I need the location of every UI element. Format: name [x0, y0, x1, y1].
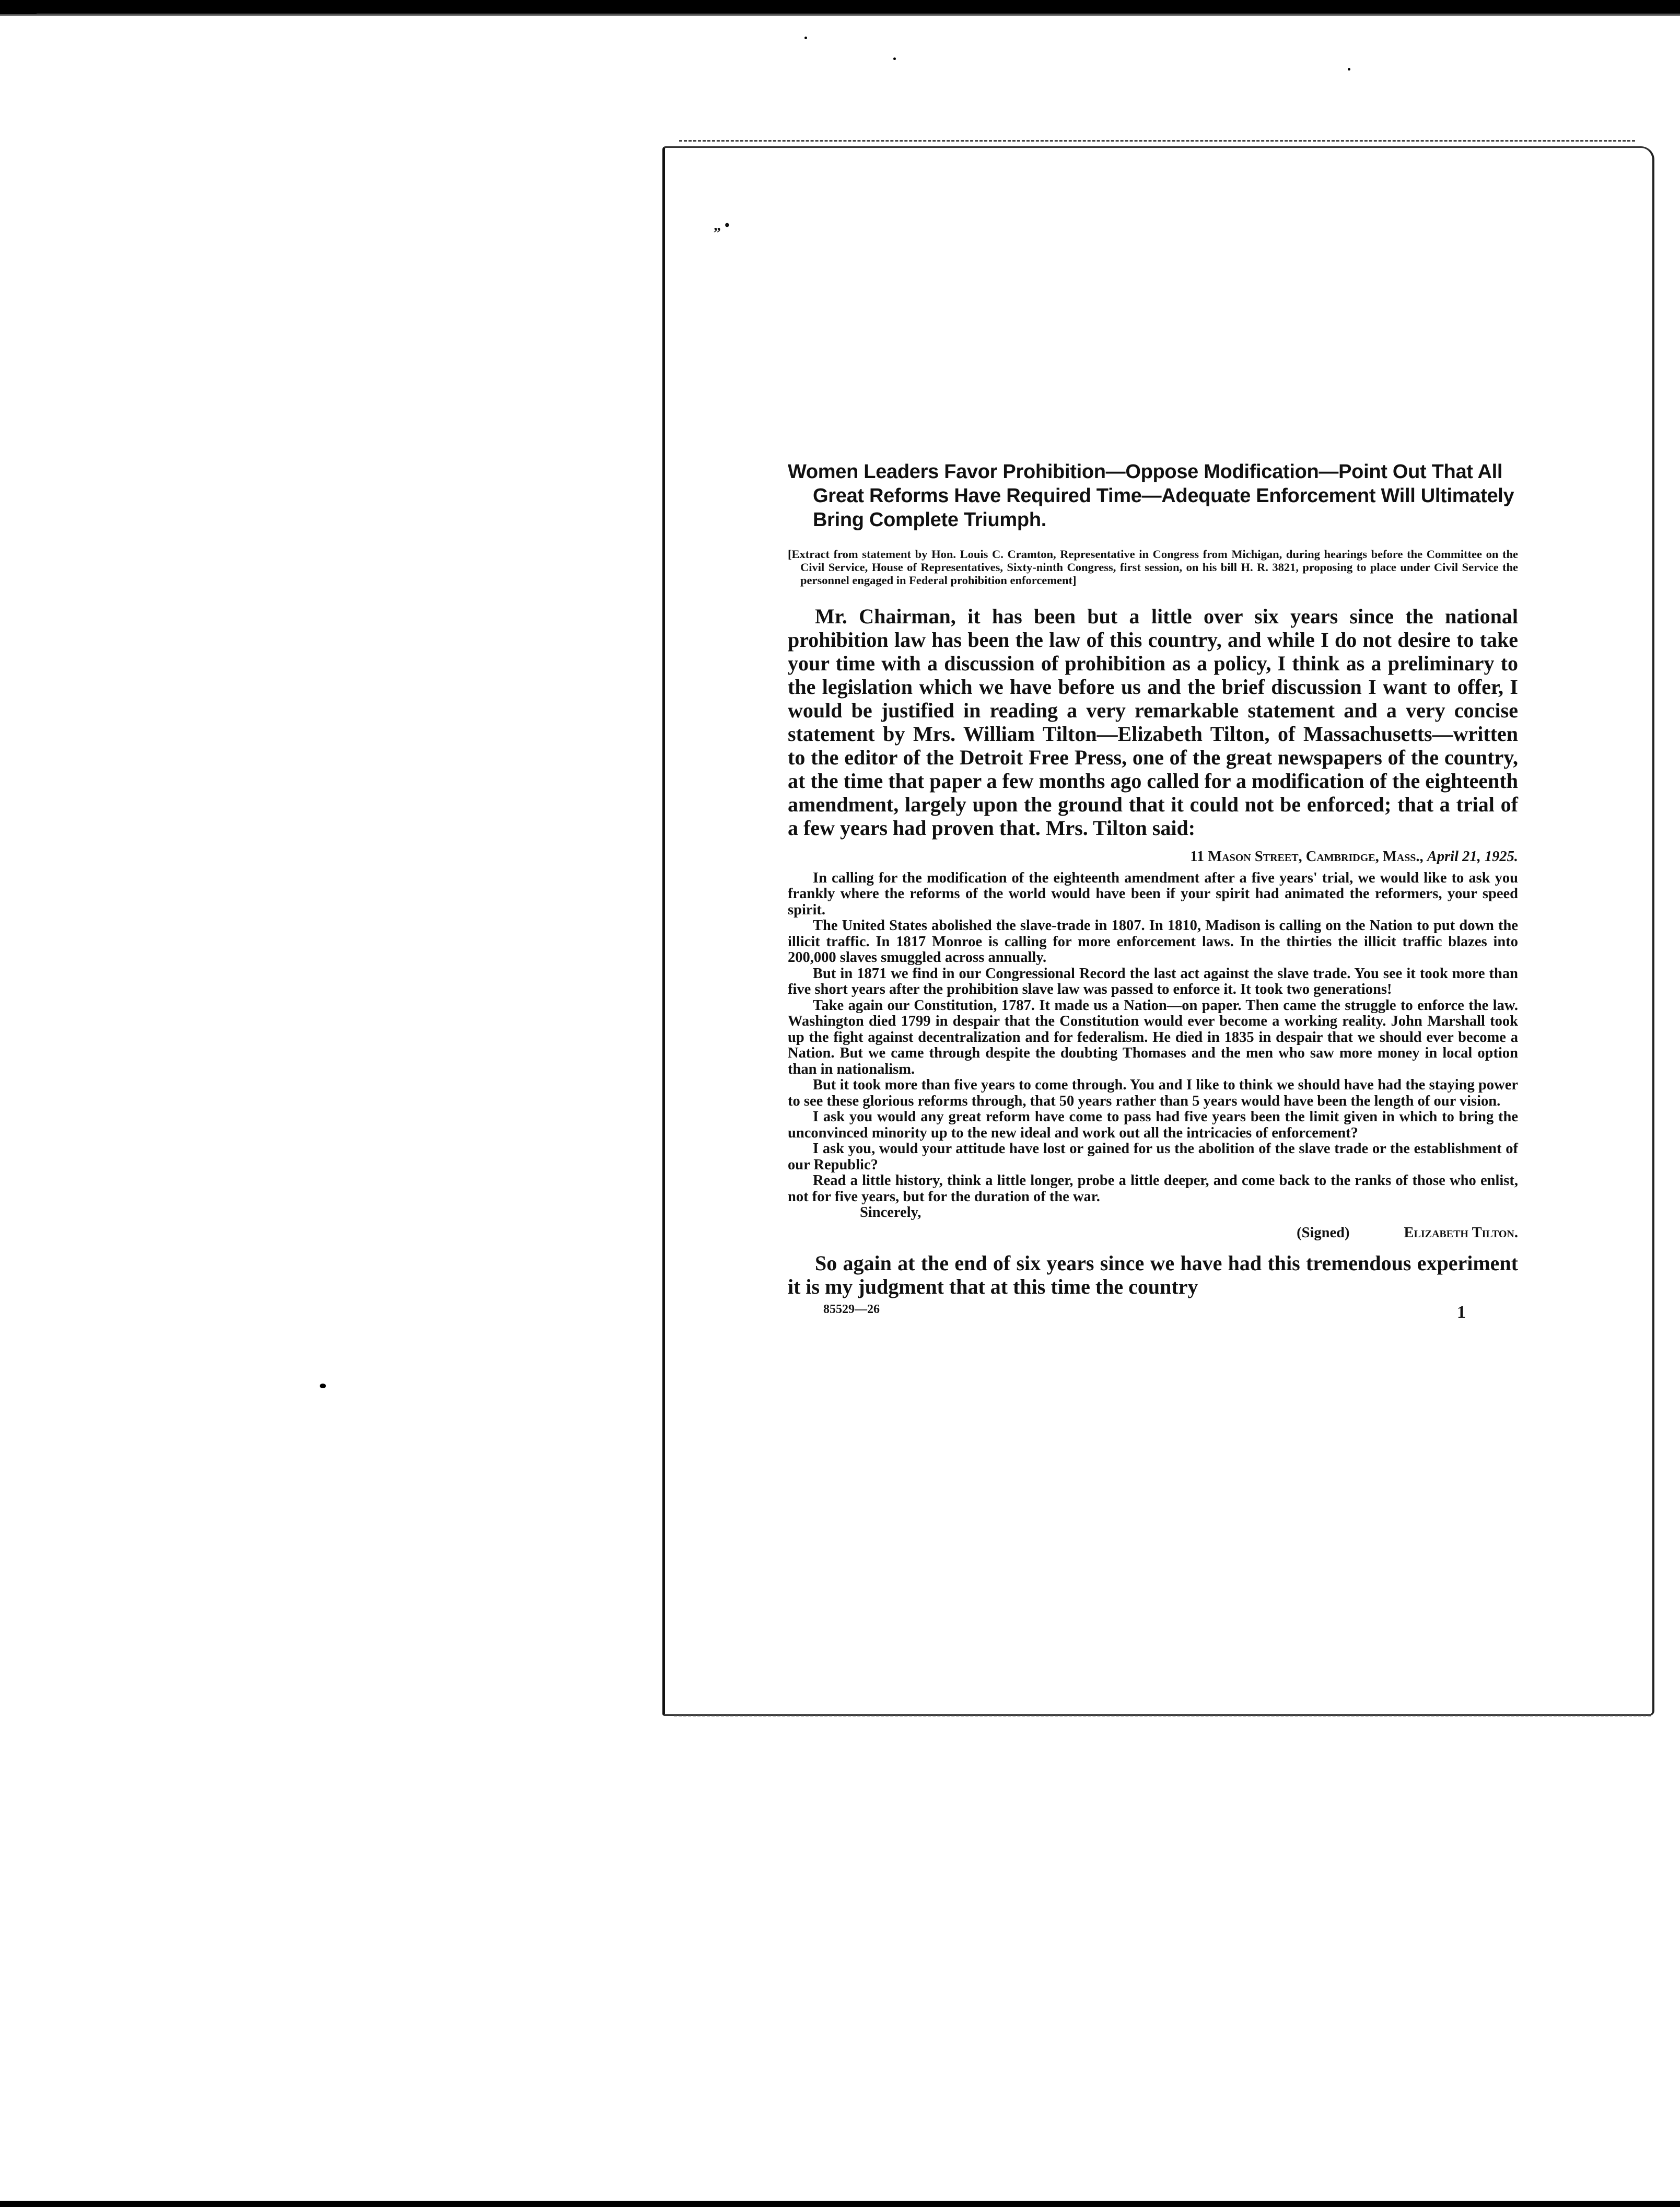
- scan-border-top-shadow: [0, 14, 1680, 16]
- letter-paragraph: I ask you, would your attitude have lost or gained for us the abolition of the slave trade or the establishment of our Republic?: [788, 1141, 1518, 1173]
- page-corner-marks: „ •: [714, 217, 730, 234]
- scan-speck: [893, 57, 896, 60]
- page-number: 1: [1457, 1303, 1466, 1322]
- document-content: [788, 460, 1518, 1323]
- print-code: 85529—26: [823, 1303, 880, 1316]
- document-heading: Women Leaders Favor Prohibition—Oppose Modification—Point Out That All Great Reforms Have Required Time—Adequate Enforcement Will Ultimately Bring Complete Triumph.: [788, 461, 1514, 531]
- signer-name: Elizabeth Tilton.: [1404, 1224, 1518, 1241]
- letter-date: April 21, 1925.: [1427, 849, 1518, 865]
- letter-address: 11 Mason Street, Cambridge, Mass.,: [1190, 849, 1424, 865]
- letter-paragraph: I ask you would any great reform have come to pass had five years been the limit given in which to bring the unconvinced minority up to the new ideal and work out all the intricacies of enforcement?: [788, 1109, 1518, 1141]
- letter-paragraph: In calling for the modification of the eighteenth amendment after a five years' trial, we would like to ask you frankly where the reforms of the world would have been if your spirit had animated the reformers, your speed spirit.: [788, 869, 1518, 918]
- scan-speck: [804, 37, 807, 39]
- letter-signature: [788, 1225, 1518, 1241]
- quoted-letter: [788, 849, 1518, 1241]
- scan-speck: [1348, 68, 1350, 71]
- scan-mark: [0, 11, 37, 14]
- letter-paragraph: The United States abolished the slave-trade in 1807. In 1810, Madison is calling on the Nation to put down the illicit traffic. In 1817 Monroe is calling for more enforcement laws. In the thirties the illicit traffic blazes into 200,000 slaves smuggled across annually.: [788, 917, 1518, 966]
- letter-paragraph: But in 1871 we find in our Congressional Record the last act against the slave trade. You see it took more than five short years after the prohibition slave law was passed to enforce it. It took two generations!: [788, 965, 1518, 997]
- page-edge-shadow: [679, 140, 1635, 143]
- letter-paragraph: But it took more than five years to come through. You and I like to think we should have had the staying power to see these glorious reforms through, that 50 years rather than 5 years would have been the length of our vision.: [788, 1077, 1518, 1109]
- letter-paragraph: Take again our Constitution, 1787. It made us a Nation—on paper. Then came the struggle to enforce the law. Washington died 1799 in despair that the Constitution would ever become a working reality. John Marshall took up the fight against decentralization and for federalism. He died in 1835 in despair that we should ever become a Nation. But we came through despite the doubting Thomases and the men who saw more money in local option than in nationalism.: [788, 997, 1518, 1077]
- scan-speck: [320, 1384, 326, 1388]
- continuation-paragraph: So again at the end of six years since we have had this tremendous experiment it is my judgment that at this time the country: [788, 1251, 1518, 1298]
- scan-border-bottom: [0, 2201, 1680, 2207]
- page-footer: [788, 1303, 1518, 1323]
- page-edge-shadow: [674, 1715, 1651, 1718]
- lead-paragraph: Mr. Chairman, it has been but a little over six years since the national prohibition law has been the law of this country, and while I do not desire to take your time with a discussion of prohibition as a policy, I think as a preliminary to the legislation which we have before us and the brief discussion I want to offer, I would be justified in reading a very remarkable statement and a very concise statement by Mrs. William Tilton—Elizabeth Tilton, of Massachusetts—written to the editor of the Detroit Free Press, one of the great newspapers of the country, at the time that paper a few months ago called for a modification of the eighteenth amendment, largely upon the ground that it could not be enforced; that a trial of a few years had proven that. Mrs. Tilton said:: [788, 605, 1518, 840]
- letter-closing: Sincerely,: [860, 1204, 921, 1221]
- letter-paragraph: Read a little history, think a little longer, probe a little deeper, and come back to the ranks of those who enlist, not for five years, but for the duration of the war.: [788, 1172, 1518, 1205]
- scan-border-top: [0, 0, 1680, 14]
- signed-label: (Signed): [1297, 1224, 1350, 1241]
- extract-note: [Extract from statement by Hon. Louis C. Cramton, Representative in Congress from Michigan, during hearings before the Committee on the Civil Service, House of Representatives, Sixty-ninth Congress, first session, on his bill H. R. 3821, proposing to place under Civil Service the personnel engaged in Federal prohibition enforcement]: [788, 548, 1518, 587]
- letter-dateline: [788, 849, 1518, 865]
